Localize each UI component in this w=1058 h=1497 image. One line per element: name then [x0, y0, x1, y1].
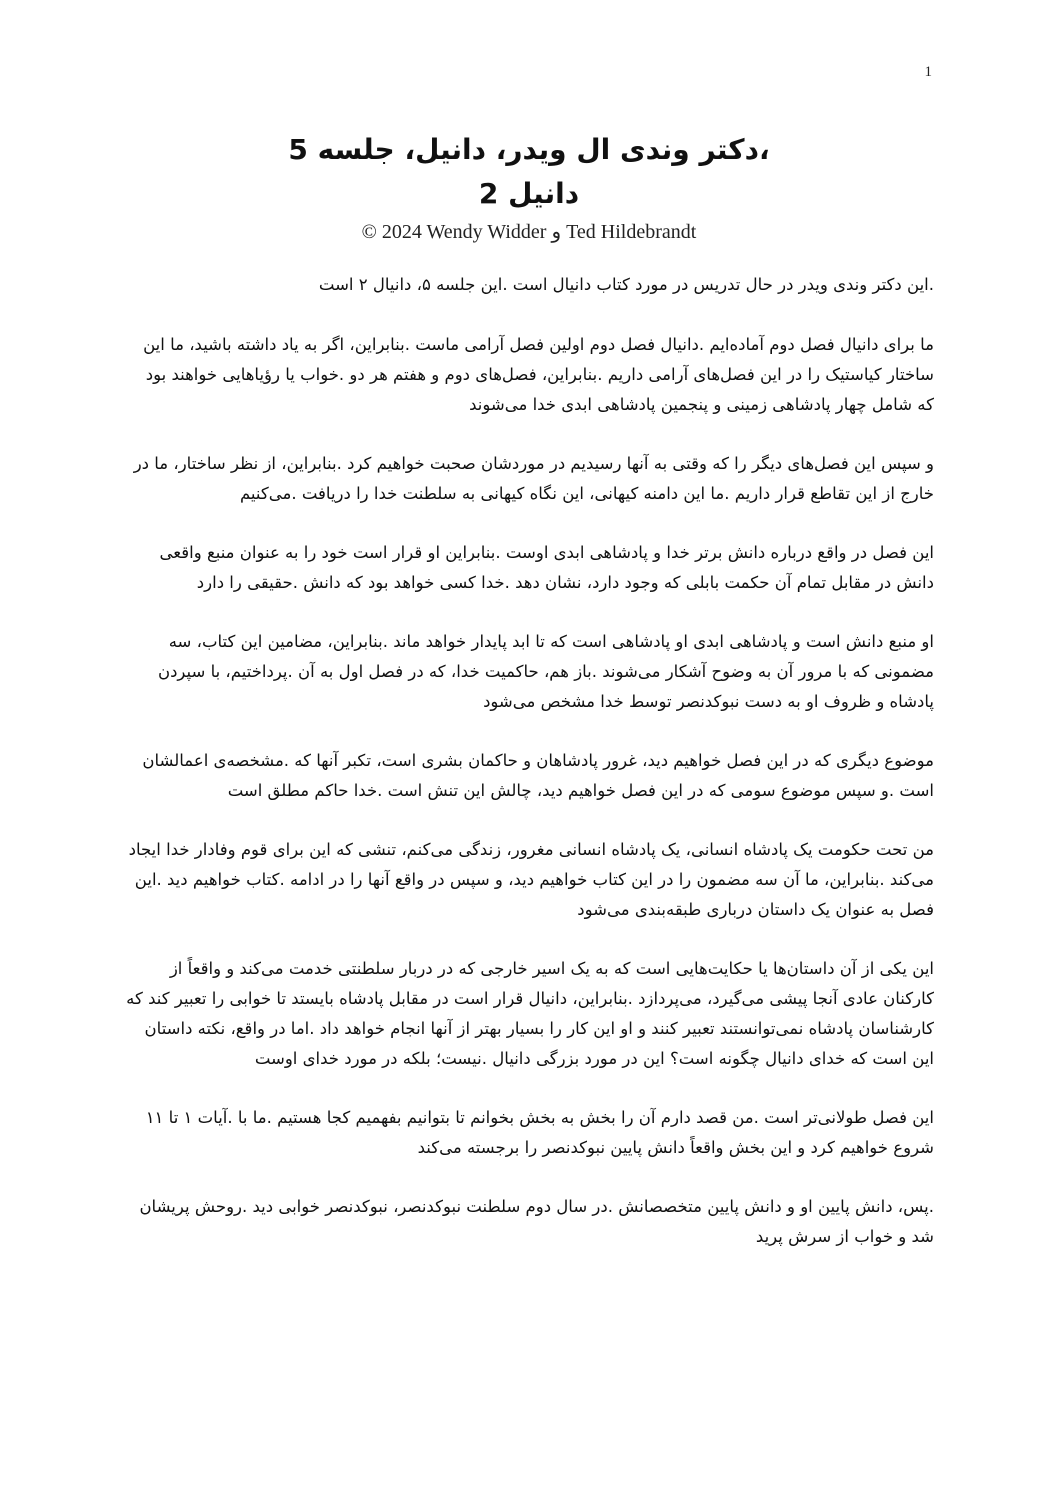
body-paragraph: ما برای دانیال فصل دوم آماده‌ایم .دانیال فصل دوم اولین فصل آرامی ماست .بنابراین، اگر به یاد داشته باشید، ما این ساختار کیاستیک را در این فصل‌های آرامی داریم .بنابراین، فصل‌های دوم و هفتم هر دو .خواب یا رؤیاهایی خواهند بود که شامل چهار پادشاهی زمینی و پنجمین پادشاهی ابدی خدا می‌شوند — [143, 335, 934, 414]
document-title-line-1: ،دکتر وندی ال ویدر، دانیل، جلسه 5 — [288, 133, 770, 166]
document-header — [100, 128, 958, 246]
copyright-notice: © 2024 Wendy Widder و Ted Hildebrandt — [361, 221, 697, 243]
document-body — [126, 270, 934, 1281]
body-paragraph: این فصل طولانی‌تر است .من قصد دارم آن را بخش به بخش بخوانم تا بتوانیم بفهمیم کجا هستیم .ما با .آیات ۱ تا ۱۱ شروع خواهیم کرد و این بخش واقعاً دانش پایین نبوکدنصر را برجسته می‌کند — [145, 1108, 934, 1157]
body-paragraph: موضوع دیگری که در این فصل خواهیم دید، غرور پادشاهان و حاکمان بشری است، تکبر آنها که .مشخصه‌ی اعمالشان است .و سپس موضوع سومی که در این فصل خواهیم دید، چالش این تنش است .خدا حاکم مطلق است — [142, 751, 934, 800]
page-number: 1 — [924, 64, 932, 80]
body-paragraph: .این دکتر وندی ویدر در حال تدریس در مورد کتاب دانیال است .این جلسه ۵، دانیال ۲ است — [318, 275, 934, 294]
body-paragraph: من تحت حکومت یک پادشاه انسانی، یک پادشاه انسانی مغرور، زندگی می‌کنم، تنشی که این برای قوم وفادار خدا ایجاد می‌کند .بنابراین، ما آن سه مضمون را در این کتاب خواهیم دید، و سپس در واقع آنها را در ادامه .کتاب خواهیم دید .این فصل به عنوان یک داستان درباری طبقه‌بندی می‌شود — [128, 840, 934, 919]
body-paragraph: این فصل در واقع درباره دانش برتر خدا و پادشاهی ابدی اوست .بنابراین او قرار است خود را به عنوان منبع واقعی دانش در مقابل تمام آن حکمت بابلی که وجود دارد، نشان دهد .خدا کسی خواهد بود که دانش .حقیقی را دارد — [159, 543, 934, 592]
body-paragraph: او منبع دانش است و پادشاهی ابدی او پادشاهی است که تا ابد پایدار خواهد ماند .بنابراین، مضامین این کتاب، سه مضمونی که با مرور آن به وضوح آشکار می‌شوند .باز هم، حاکمیت خدا، که در فصل اول به آن .پرداختیم، با سپردن پادشاه و ظروف او به دست نبوکدنصر توسط خدا مشخص می‌شود — [157, 632, 934, 711]
body-paragraph: و سپس این فصل‌های دیگر را که وقتی به آنها رسیدیم در موردشان صحبت خواهیم کرد .بنابراین، از نظر ساختار، ما در خارج از این تقاطع قرار داریم .ما این دامنه کیهانی، این نگاه کیهانی به سلطنت خدا را دریافت .می‌کنیم — [133, 454, 934, 503]
document-title-line-2: دانیل 2 — [478, 177, 580, 210]
body-paragraph: این یکی از آن داستان‌ها یا حکایت‌هایی است که به یک اسیر خارجی که در دربار سلطنتی خدمت می‌کند و واقعاً از کارکنان عادی آنجا پیشی می‌گیرد، می‌پردازد .بنابراین، دانیال قرار است در مقابل پادشاه بایستد تا خوابی را تعبیر کند که کارشناسان پادشاه نمی‌توانستند تعبیر کنند و او این کار را بسیار بهتر از آنها انجام خواهد داد .اما در واقع، نکته داستان این است که خدای دانیال چگونه است؟ این در مورد بزرگی دانیال .نیست؛ بلکه در مورد خدای اوست — [126, 959, 934, 1068]
body-paragraph: .پس، دانش پایین او و دانش پایین متخصصانش .در سال دوم سلطنت نبوکدنصر، نبوکدنصر خوابی دید .روحش پریشان شد و خواب از سرش پرید — [139, 1197, 934, 1246]
